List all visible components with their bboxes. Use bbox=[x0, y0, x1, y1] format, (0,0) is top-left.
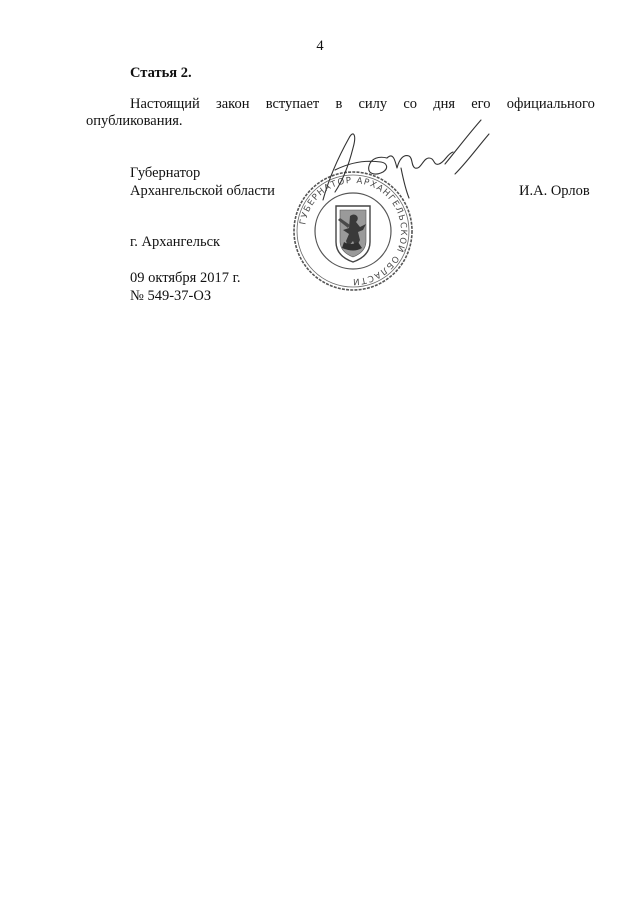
body-word: дня bbox=[433, 96, 456, 112]
body-word: силу bbox=[358, 96, 388, 112]
page-number: 4 bbox=[316, 38, 324, 54]
body-word: Настоящий bbox=[130, 96, 200, 112]
article-heading: Статья 2. bbox=[130, 65, 192, 81]
governor-title: Губернатор bbox=[130, 165, 201, 181]
law-number: № 549-37-ОЗ bbox=[130, 288, 212, 304]
body-word: со bbox=[403, 96, 418, 112]
body-word: его bbox=[471, 96, 491, 112]
body-word: закон bbox=[216, 96, 250, 112]
body-word: в bbox=[335, 96, 343, 112]
body-word: официального bbox=[506, 96, 595, 112]
governor-name: И.А. Орлов bbox=[519, 183, 590, 199]
article-body-line-2: опубликования. bbox=[86, 113, 183, 129]
seal-ring-text: ГУБЕРНАТОР АРХАНГЕЛЬСКОЙ ОБЛАСТИ bbox=[298, 175, 409, 287]
governor-region: Архангельской области bbox=[130, 183, 275, 199]
signing-date: 09 октября 2017 г. bbox=[130, 270, 241, 286]
handwritten-signature bbox=[305, 108, 495, 208]
coat-of-arms-icon bbox=[336, 206, 370, 262]
signing-city: г. Архангельск bbox=[130, 234, 221, 250]
body-word: вступает bbox=[265, 96, 320, 112]
